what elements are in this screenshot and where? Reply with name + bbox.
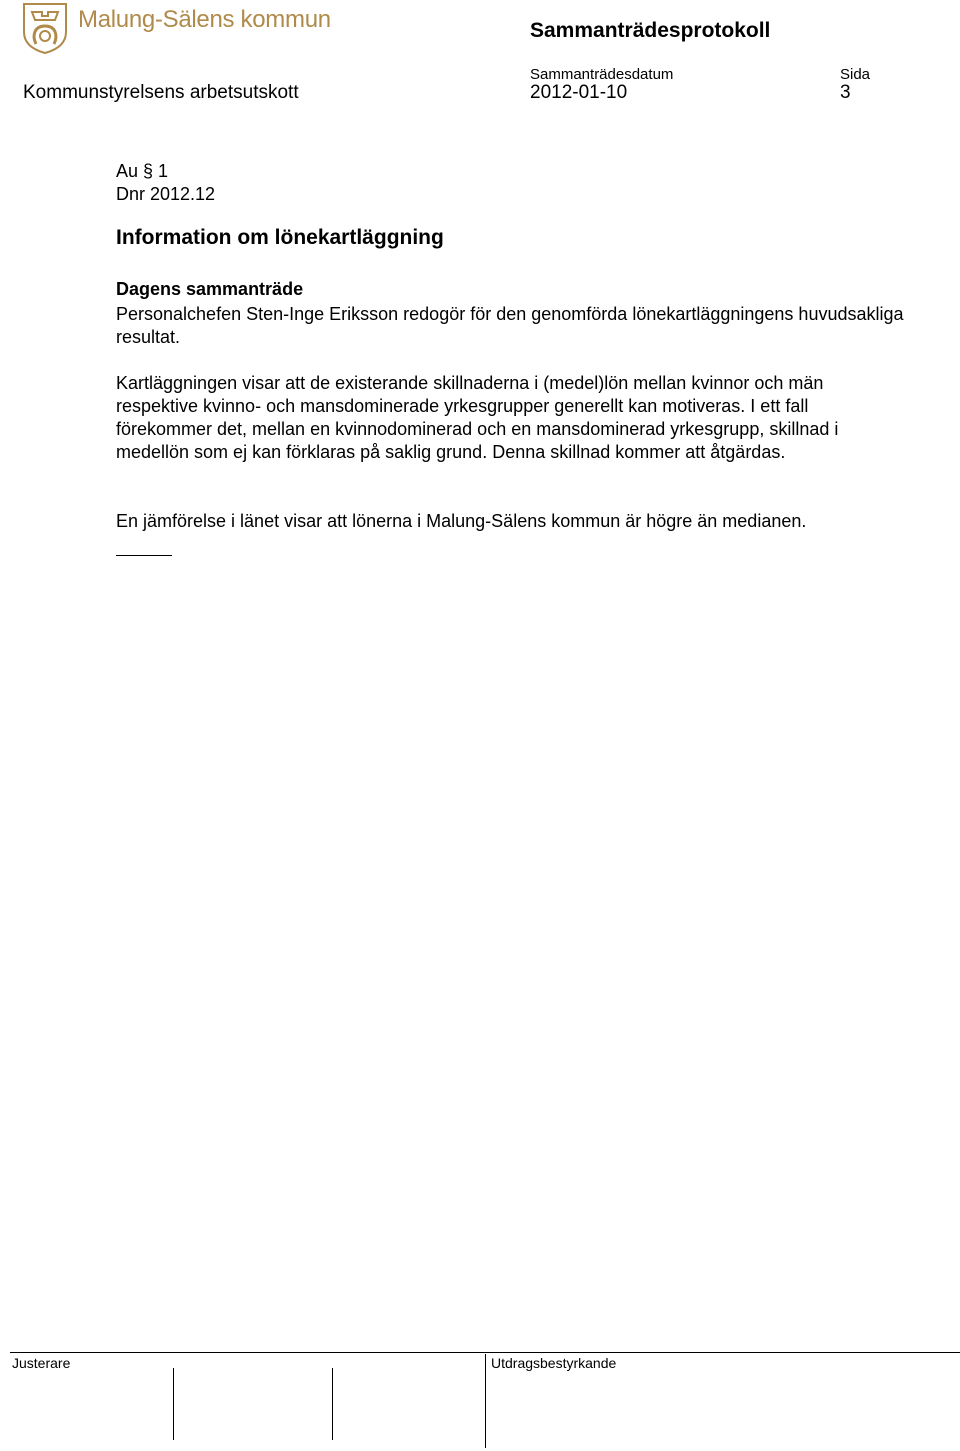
date-label: Sammanträdesdatum [530, 66, 674, 83]
utdragsbestyrkande-label: Utdragsbestyrkande [491, 1355, 617, 1371]
signature-divider-2 [332, 1368, 333, 1440]
page-number: 3 [840, 82, 851, 103]
paragraph-3: En jämförelse i länet visar att lönerna i Malung-Sälens kommun är högre än medianen. [116, 511, 807, 531]
dnr-reference: Dnr 2012.12 [116, 184, 216, 204]
municipality-logo [22, 2, 68, 54]
coat-of-arms-icon [22, 2, 68, 54]
justerare-label: Justerare [12, 1355, 71, 1371]
paragraph-1: Personalchefen Sten-Inge Eriksson redogör för den genomförda lönekartläggningens huvudsakliga resultat. [116, 304, 904, 347]
end-rule [116, 555, 172, 556]
page-label: Sida [840, 66, 871, 83]
footer-rule [10, 1352, 960, 1353]
signature-divider-1 [173, 1368, 174, 1440]
paragraph-2: Kartläggningen visar att de existerande skillnaderna i (medel)lön mellan kvinnor och män respektive kvinno- och mansdominerade yrkesgrupper generellt kan motiveras. I ett fall förekommer det, mellan en kvinnodominerad och en mansdominerad yrkesgrupp, skillnad i medellön som ej kan förklaras på saklig grund. Denna skillnad kommer att åtgärdas. [116, 373, 839, 462]
document-title: Sammanträdesprotokoll [530, 19, 771, 42]
org-name: Malung-Sälens kommun [78, 6, 331, 33]
paragraph-reference: Au § 1 [116, 161, 169, 181]
meeting-date: 2012-01-10 [530, 82, 628, 103]
signature-divider-3 [485, 1354, 486, 1448]
committee-name: Kommunstyrelsens arbetsutskott [23, 82, 299, 103]
item-title: Information om lönekartläggning [116, 226, 444, 249]
section-heading: Dagens sammanträde [116, 279, 304, 299]
